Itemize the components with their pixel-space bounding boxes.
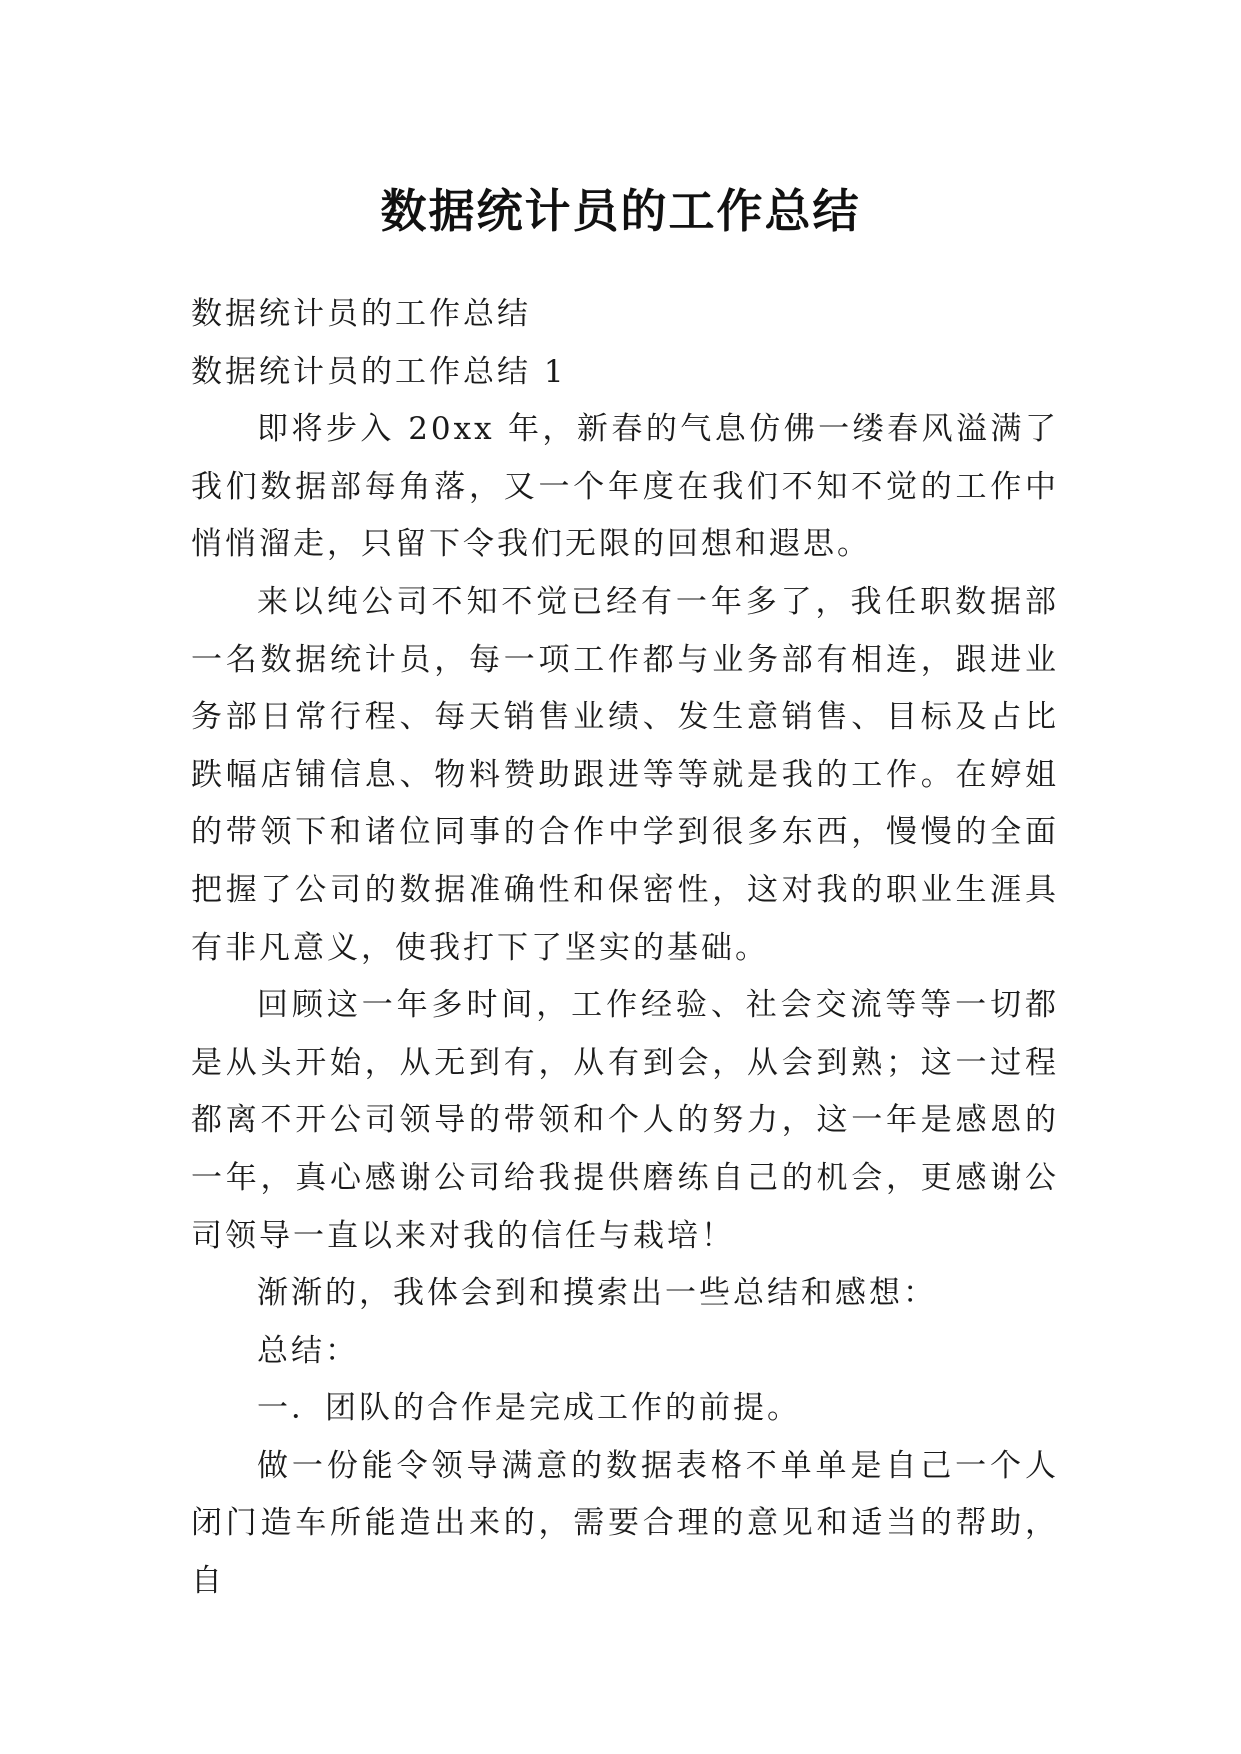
paragraph-reflection: 渐渐的，我体会到和摸索出一些总结和感想： xyxy=(257,1275,937,1312)
paragraph-intro: 即将步入 20xx 年，新春的气息仿佛一缕春风溢满了我们数据部每角落，又一个年度在我们不知不觉的工作中悄悄溜走，只留下令我们无限的回想和遐思。 xyxy=(191,411,1059,563)
document-body xyxy=(191,286,1059,1611)
summary-label: 总结： xyxy=(257,1332,359,1369)
subtitle-line: 数据统计员的工作总结 xyxy=(191,296,531,332)
document-title: 数据统计员的工作总结 xyxy=(380,183,861,238)
section-heading: 数据统计员的工作总结 1 xyxy=(191,353,567,390)
paragraph-teamwork: 做一份能令领导满意的数据表格不单单是自己一个人闭门造车所能造出来的，需要合理的意见和适当的帮助，自 xyxy=(191,1447,1059,1600)
summary-point-heading: 一．团队的合作是完成工作的前提。 xyxy=(257,1390,801,1427)
paragraph-role: 来以纯公司不知不觉已经有一年多了，我任职数据部一名数据统计员，每一项工作都与业务部有相连，跟进业务部日常行程、每天销售业绩、发生意销售、目标及占比跌幅店铺信息、物料赞助跟进等等就是我的工作。在婷姐的带领下和诸位同事的合作中学到很多东西，慢慢的全面把握了公司的数据准确性和保密性，这对我的职业生涯具有非凡意义，使我打下了坚实的基础。 xyxy=(191,583,1059,966)
paragraph-review: 回顾这一年多时间，工作经验、社会交流等等一切都是从头开始，从无到有，从有到会，从会到熟；这一过程都离不开公司领导的带领和个人的努力，这一年是感恩的一年，真心感谢公司给我提供磨练自己的机会，更感谢公司领导一直以来对我的信任与栽培！ xyxy=(191,987,1059,1254)
